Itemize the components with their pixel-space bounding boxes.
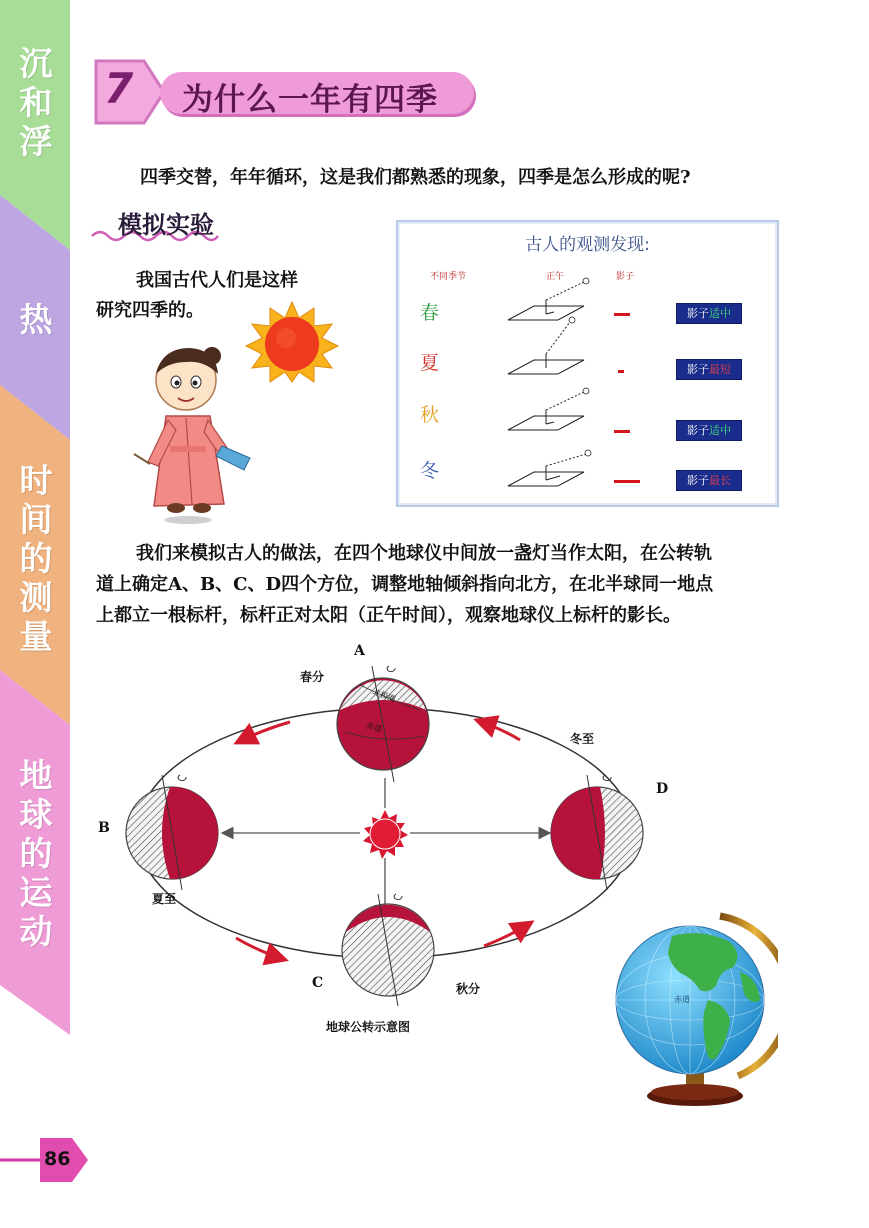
shadow-winter <box>614 480 640 483</box>
section-text-line2: 研究四季的。 <box>96 300 204 321</box>
sun-center <box>363 810 408 859</box>
result-spring: 影子适中 <box>676 303 742 324</box>
season-winter: 冬 <box>420 460 440 482</box>
tab-label-earth-motion: 地 球 的 运 动 <box>19 756 53 951</box>
label-b: B <box>98 820 110 836</box>
shadow-autumn <box>614 430 630 433</box>
observation-title: 古人的观测发现: <box>525 235 650 255</box>
label-summer-solstice: 夏至 <box>152 892 177 906</box>
globe-photo <box>612 908 778 1114</box>
label-winter-solstice: 冬至 <box>570 732 595 746</box>
section-title: 模拟实验 <box>118 211 214 239</box>
globe-d <box>551 775 643 890</box>
sun-pole-diagrams <box>498 276 608 496</box>
label-equator: 赤道 <box>365 721 383 734</box>
shadow-summer <box>618 370 624 373</box>
label-autumn-equinox: 秋分 <box>456 982 481 996</box>
season-autumn: 秋 <box>420 404 440 426</box>
season-summer: 夏 <box>420 352 440 374</box>
header-season: 不同季节 <box>430 272 467 282</box>
season-spring: 春 <box>420 302 440 324</box>
tab-label-sink-float: 沉 和 浮 <box>19 44 53 161</box>
lesson-number: 7 <box>104 64 134 113</box>
body-line2: 道上确定A、B、C、D四个方位，调整地轴倾斜指向北方，在北半球同一地点 <box>96 574 714 595</box>
shadow-spring <box>614 313 630 316</box>
intro-text: 四季交替，年年循环，这是我们都熟悉的现象，四季是怎么形成的呢? <box>140 167 691 188</box>
body-line1: 我们来模拟古人的做法，在四个地球仪中间放一盏灯当作太阳，在公转轨 <box>136 543 712 564</box>
result-autumn: 影子适中 <box>676 420 742 441</box>
page-title: 为什么一年有四季 <box>182 82 438 118</box>
orbit-caption: 地球公转示意图 <box>326 1020 411 1034</box>
header-noon: 正午 <box>546 272 565 282</box>
page-number: 86 <box>44 1148 71 1170</box>
globe-b <box>126 775 218 890</box>
section-text-line1: 我国古代人们是这样 <box>136 270 298 291</box>
label-a: A <box>354 643 365 659</box>
globe-c <box>342 894 434 1006</box>
sun-illustration <box>244 300 340 384</box>
observation-figure <box>396 220 779 507</box>
ancient-scholar-illustration <box>128 334 258 524</box>
header-shadow: 影子 <box>616 272 635 282</box>
result-winter: 影子最长 <box>676 470 742 491</box>
globe-equator-label: 赤道 <box>674 995 690 1004</box>
tab-label-time: 时 间 的 测 量 <box>19 461 53 656</box>
tab-label-heat: 热 <box>19 300 53 339</box>
label-spring-equinox: 春分 <box>300 670 325 684</box>
result-summer: 影子最短 <box>676 359 742 380</box>
label-d: D <box>656 781 669 797</box>
body-line3: 上都立一根标杆，标杆正对太阳（正午时间），观察地球仪上标杆的影长。 <box>96 605 681 626</box>
label-c: C <box>312 975 324 991</box>
label-arctic-circle: 北极圈 <box>371 687 397 704</box>
